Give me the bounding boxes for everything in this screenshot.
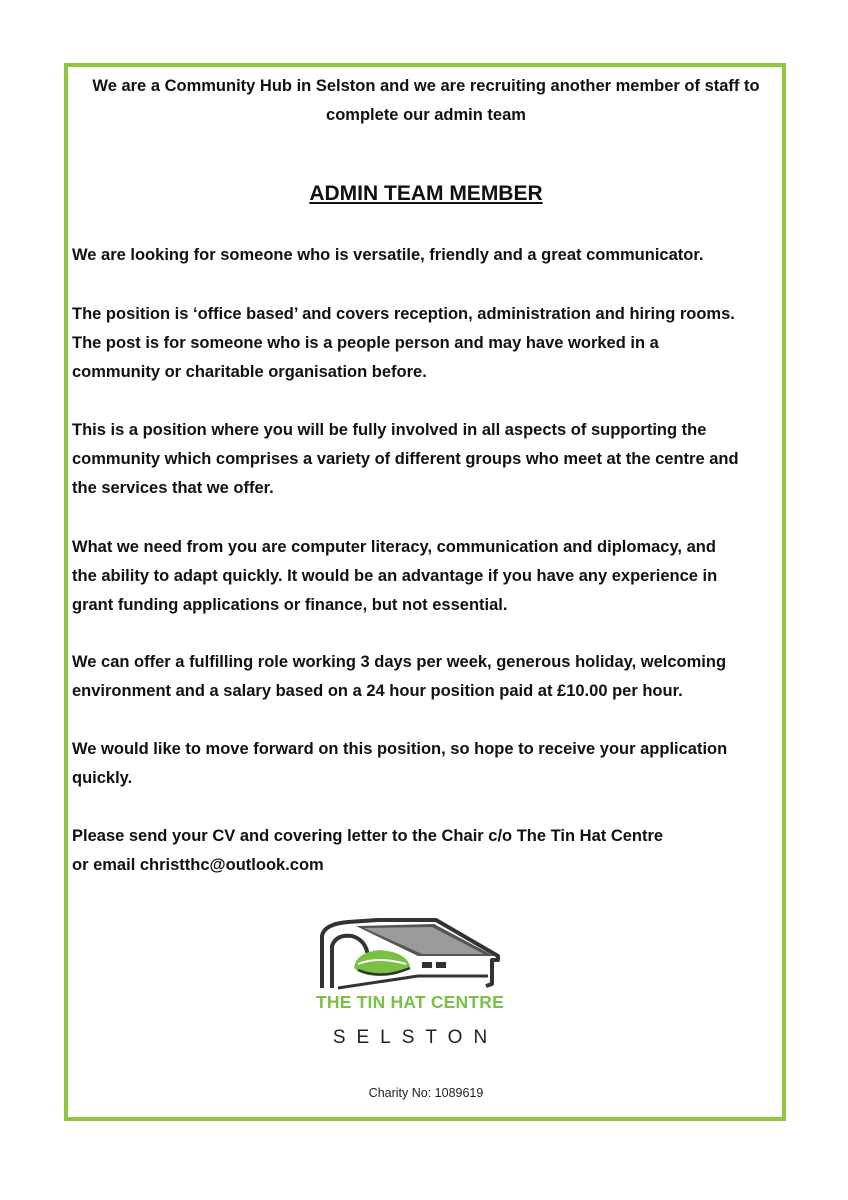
logo-name-text: THE TIN HAT CENTRE <box>316 992 504 1012</box>
tin-hat-building-logo-icon <box>318 916 508 996</box>
job-title-heading: ADMIN TEAM MEMBER <box>309 182 543 205</box>
logo-place-text: SELSTON <box>332 1027 499 1048</box>
paragraph-offer: We can offer a fulfilling role working 3 days per week, generous holiday, welcoming environment and a salary based on a 24 hour position paid at £10.00 per hour. <box>72 653 727 700</box>
paragraph-requirements: What we need from you are computer literacy, communication and diplomacy, and the ability to adapt quickly. It would be an advantage if you have any experience in grant funding applications or finance, but not essential. <box>72 538 718 614</box>
intro-text: We are a Community Hub in Selston and we are recruiting another member of staff to complete our admin team <box>92 77 760 124</box>
paragraph-contact: Please send your CV and covering letter to the Chair c/o The Tin Hat Centre or email christthc@outlook.com <box>72 827 664 874</box>
paragraph-qualities: We are looking for someone who is versatile, friendly and a great communicator. <box>72 246 704 264</box>
paragraph-position: The position is ‘office based’ and covers reception, administration and hiring rooms. The post is for someone who is a people person and may have worked in a community or charitable organisation before. <box>72 305 735 381</box>
paragraph-involvement: This is a position where you will be fully involved in all aspects of supporting the community which comprises a variety of different groups who meet at the centre and the services that we offer. <box>72 421 739 497</box>
paragraph-timeline: We would like to move forward on this position, so hope to receive your application quickly. <box>72 740 728 787</box>
charity-number: Charity No: 1089619 <box>368 1086 484 1100</box>
